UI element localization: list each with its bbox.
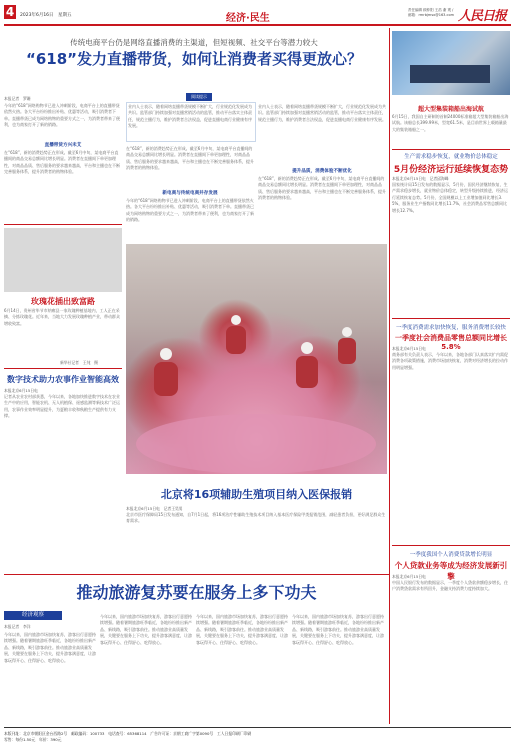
ivf-text: 北京市医疗保障局15日发布通知，自7月1日起，将16项治疗性辅助生殖技术项目纳入基本医疗保险甲类报销范围，减轻患者负担，更好满足群众生育需求。 <box>126 512 386 524</box>
column-band: 经济观察 <box>4 611 62 620</box>
rose-workshop-photo <box>126 244 387 474</box>
page-number: 4 <box>5 5 15 19</box>
lead-col3b: 在“618”，新的消费趋势正在形成。截至6月中旬，某电商平台直播间的商品交易总额同比增长明显。消费者在直播间下单更加理性，对商品品质、售后服务的要求越来越高，平台和主播也在不断完善服务体系，提升消费者的购物体验。 <box>258 176 386 201</box>
header-rule <box>4 24 511 26</box>
lead-kicker: 传统电商平台仍是网络直播消费的主渠道，但短视频、社交平台等潜力较大 <box>70 38 318 47</box>
ship-photo-caption: 超大型集装箱船出海试航 <box>417 106 484 113</box>
econ-kicker: 生产需求稳步恢复，就业物价总体稳定 <box>404 154 498 160</box>
loan-byline: 本报北京6月15日电 <box>392 574 426 579</box>
footer-rule <box>4 727 511 728</box>
loan-kicker: 一季度我国个人消费贷款增长明显 <box>409 552 493 558</box>
rose-field-photo <box>4 228 122 292</box>
consumption-headline: 一季度社会消费品零售总额同比增长5.8% <box>395 334 507 351</box>
tourism-text-3: 今年以来，国内旅游市场加快复苏，游客出行意愿持续增强。随着暑期旅游旺季临近，各地纷纷推出新产品、新线路，吸引游客前往。推动旅游业高质量发展，关键要在服务上下功夫，提升游客满意度，让游客玩得开心、住得舒心、吃得放心。 <box>196 614 288 645</box>
lead-col1b: 在“618”，新的消费趋势正在形成。截至6月中旬，某电商平台直播间的商品交易总额同比增长明显。消费者在直播间下单更加理性，对商品品质、售后服务的要求越来越高，平台和主播也在不断完善服务体系，提升消费者的购物体验。 <box>4 150 120 175</box>
rule <box>4 574 389 575</box>
lead-subhead-3: 提升品质，消费体验不断优化 <box>292 169 352 174</box>
tourism-text-1: 今年以来，国内旅游市场加快复苏，游客出行意愿持续增强。随着暑期旅游旺季临近，各地纷纷推出新产品、新线路，吸引游客前往。推动旅游业高质量发展，关键要在服务上下功夫，提升游客满意度，让游客玩得开心、住得舒心、吃得放心。 <box>4 632 96 663</box>
digital-farm-text: 记者从农业农村部获悉，今年以来，各地加快推进数字技术在农业生产中的应用，智能农机、无人机植保、遥感监测等新技术广泛运用，农事作业效率明显提升，为夏粮丰收和秋粮生产提供有力支撑。 <box>4 394 120 419</box>
digital-farm-headline: 数字技术助力农事作业智能高效 <box>7 375 119 384</box>
footer-line-1: 本版刊址：北京市朝阳区金台西路2号 邮政编码：100733 电话查号：65368114 广告许可证：京朝工商广字第0090号 工人日报印刷厂印刷 <box>4 731 252 736</box>
masthead-logo: 人民日报 <box>458 9 507 24</box>
rule <box>4 224 122 225</box>
lead-subhead-1: 直播带货方兴未艾 <box>44 143 82 148</box>
digital-farm-byline: 本报北京6月15日电 <box>4 388 38 393</box>
ivf-byline: 本报北京6月15日电 记者王昊男 <box>126 506 183 511</box>
lead-col1: 今年的“618”网络购物节已进入冲刺阶段，电商平台上的直播带货依然火热。各大平台纷纷推出补贴、优惠等活动，吸引消费者下单。直播带货已成为网络购物的重要方式之一，为消费者带来了便利，也为商家打开了新的销路。 <box>4 103 120 128</box>
econ-text: 国家统计局15日发布的数据显示，5月份，国民经济继续恢复，生产需求稳步增长，就业物价总体稳定，转型升级持续推进，经济运行延续恢复态势。5月份，全国规模以上工业增加值同比增长3.5%，服务业生产指数同比增长11.7%，社会消费品零售总额同比增长12.7%。 <box>392 182 508 213</box>
tourism-byline: 本报记者 李洋 <box>4 624 31 629</box>
container-ship-photo <box>392 31 510 95</box>
consumption-byline: 本报北京6月15日电 <box>392 346 426 351</box>
footer <box>4 731 511 742</box>
ship-photo-text: 6月15日，我国自主研制的首制24000标准箱超大型集装箱船出海试航。该船总长399.99米，型宽61.5米，是目前世界上载箱量最大的集装箱船之一。 <box>392 114 509 132</box>
footer-line-2: 零售：每份1.50元 年价：390元 <box>4 736 62 742</box>
reading-tips-stamp: 阅读提示 <box>186 93 212 101</box>
section-title: 经济·民生 <box>226 13 270 24</box>
editor-credits: 责任编辑 顾仲阳 王浩 谢 观 / 邮箱：rmrbjmsx@163.com <box>408 8 454 17</box>
rule <box>4 368 122 369</box>
lead-headline: “618”发力直播带货，如何让消费者买得更放心？ <box>25 50 363 68</box>
brief-headline: 玫瑰花插出致富路 <box>31 297 95 306</box>
econ-byline: 本报北京6月15日电 记者邱海峰 <box>392 176 449 181</box>
tourism-headline: 推动旅游复苏要在服务上多下功夫 <box>76 583 317 602</box>
brief-text: 6月14日，贵州省毕节市纳雍县一家玫瑰种植基地内，工人正在采摘、分拣玫瑰花。近年来，当地大力发展玫瑰种植产业，带动群众增收致富。 <box>4 308 120 326</box>
lead-byline: 本报记者 罗珊 <box>4 96 31 101</box>
ivf-headline: 北京将16项辅助生殖项目纳入医保报销 <box>160 488 353 501</box>
brief-credit: 新华社记者 王纯 摄 <box>60 360 98 365</box>
loan-text: 中国人民银行发布的数据显示，一季度个人贷款余额稳步增长，住户消费贷款需求有所回升，金融支持消费力度持续加大。 <box>392 580 508 592</box>
loan-headline: 个人贷款业务等成为经济发展新引擎 <box>394 561 508 581</box>
rule <box>392 545 510 546</box>
lead-col2b: 今年的“618”网络购物节已进入冲刺阶段，电商平台上的直播带货依然火热。各大平台纷纷推出补贴、优惠等活动，吸引消费者下单。直播带货已成为网络购物的重要方式之一，为消费者带来了便利，也为商家打开了新的销路。 <box>126 198 254 223</box>
econ-headline: 5月份经济运行延续恢复态势 <box>393 165 509 175</box>
lead-col2: 在“618”，新的消费趋势正在形成。截至6月中旬，某电商平台直播间的商品交易总额同比增长明显。消费者在直播间下单更加理性，对商品品质、售后服务的要求越来越高，平台和主播也在不断完善服务体系，提升消费者的购物体验。 <box>126 146 254 171</box>
consumption-kicker: 一季度消费需求加快恢复，服务消费增长较快 <box>395 325 506 331</box>
tourism-text-2: 今年以来，国内旅游市场加快复苏，游客出行意愿持续增强。随着暑期旅游旺季临近，各地纷纷推出新产品、新线路，吸引游客前往。推动旅游业高质量发展，关键要在服务上下功夫，提升游客满意度，让游客玩得开心、住得舒心、吃得放心。 <box>100 614 192 645</box>
consumption-text: 商务部有关负责人表示，今年以来，各地各部门认真落实扩内需促消费各项政策措施，消费市场加快恢复，消费对经济增长的拉动作用明显增强。 <box>392 352 508 370</box>
tourism-text-4: 今年以来，国内旅游市场加快复苏，游客出行意愿持续增强。随着暑期旅游旺季临近，各地纷纷推出新产品、新线路，吸引游客前往。推动旅游业高质量发展，关键要在服务上下功夫，提升游客满意度，让游客玩得开心、住得舒心、吃得放心。 <box>292 614 384 645</box>
issue-date: 2023年6月16日 星期五 <box>20 13 72 18</box>
lead-col3: 业内人士表示，随着网络直播带货规模不断扩大，行业规范化发展成为共识。监管部门持续加强对直播营销活动的监管，推动平台落实主体责任，规范主播行为，维护消费者合法权益，促进直播电商行业健康有序发展。 <box>258 104 386 122</box>
rule <box>392 318 510 319</box>
lead-subhead-2: 新电商与传统电商并存发展 <box>162 191 218 196</box>
column-divider <box>389 28 390 724</box>
rule <box>392 149 510 150</box>
reading-tips-text: 业内人士表示，随着网络直播带货规模不断扩大，行业规范化发展成为共识。监管部门持续加强对直播营销活动的监管，推动平台落实主体责任，规范主播行为，维护消费者合法权益，促进直播电商行业健康有序发展。 <box>128 104 252 129</box>
